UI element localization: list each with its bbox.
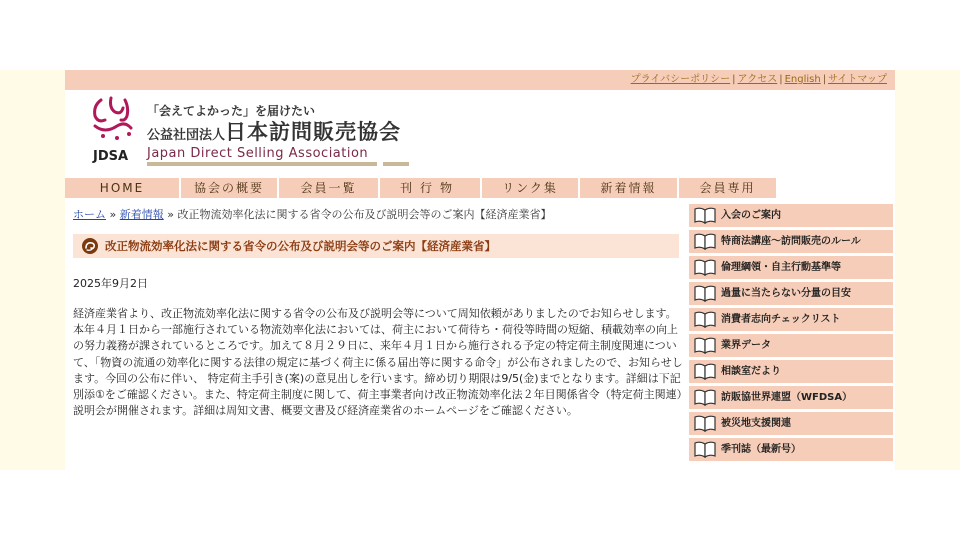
sidebar-item-label: 季刊誌（最新号） bbox=[721, 444, 801, 455]
open-book-icon bbox=[694, 311, 716, 328]
logo-abbreviation: JDSA bbox=[93, 149, 129, 164]
sitemap-link[interactable]: サイトマップ bbox=[828, 74, 887, 85]
sidebar-item-label: 業界データ bbox=[721, 340, 771, 351]
utility-separator: | bbox=[779, 74, 783, 85]
sidebar-item-membership[interactable] bbox=[689, 204, 893, 227]
nav-news[interactable]: 新着情報 bbox=[580, 178, 679, 198]
privacy-policy-link[interactable]: プライバシーポリシー bbox=[630, 74, 731, 85]
utility-separator: | bbox=[732, 74, 736, 85]
breadcrumb-separator: » bbox=[167, 208, 174, 221]
organization-type: 公益社団法人 bbox=[147, 128, 226, 143]
sidebar-item-label: 過量に当たらない分量の目安 bbox=[721, 288, 851, 299]
sidebar-item-label: 被災地支援関連 bbox=[721, 418, 791, 429]
open-book-icon bbox=[694, 259, 716, 276]
open-book-icon bbox=[694, 415, 716, 432]
open-book-icon bbox=[694, 207, 716, 224]
article-title-box bbox=[73, 234, 679, 258]
site-container bbox=[65, 70, 895, 470]
nav-members-only[interactable]: 会員専用 bbox=[679, 178, 778, 198]
article-body bbox=[73, 306, 685, 419]
article-paragraph: 経済産業省より、改正物流効率化法に関する省令の公布及び説明会等について周知依頼がありましたのでお知らせします。 bbox=[73, 307, 677, 320]
logo-underline-decoration bbox=[147, 162, 409, 166]
article-title: 改正物流効率化法に関する省令の公布及び説明会等のご案内【経済産業省】 bbox=[105, 239, 496, 253]
open-book-icon bbox=[694, 285, 716, 302]
breadcrumb bbox=[73, 206, 551, 222]
nav-about[interactable]: 協会の概要 bbox=[181, 178, 279, 198]
breadcrumb-news-link[interactable]: 新着情報 bbox=[119, 208, 164, 221]
sidebar-item-checklist[interactable] bbox=[689, 308, 893, 331]
swirl-icon bbox=[81, 237, 99, 255]
english-link[interactable]: English bbox=[784, 74, 821, 85]
sidebar-item-quarterly[interactable] bbox=[689, 438, 893, 461]
breadcrumb-separator: » bbox=[109, 208, 117, 221]
nav-home[interactable]: HOME bbox=[65, 178, 181, 198]
sidebar-menu bbox=[689, 204, 895, 470]
jdsa-logo-icon[interactable] bbox=[87, 94, 147, 166]
sidebar-item-label: 消費者志向チェックリスト bbox=[721, 314, 841, 325]
sidebar-item-quantity-guide[interactable] bbox=[689, 282, 893, 305]
nav-members[interactable]: 会員一覧 bbox=[279, 178, 380, 198]
organization-name bbox=[147, 116, 401, 146]
logo-wordmark[interactable] bbox=[145, 102, 445, 168]
utility-separator: | bbox=[822, 74, 827, 85]
sidebar-item-wfdsa[interactable] bbox=[689, 386, 893, 409]
sidebar-item-label: 入会のご案内 bbox=[721, 210, 781, 221]
site-header bbox=[65, 90, 895, 178]
main-content bbox=[65, 198, 685, 470]
nav-links[interactable]: リンク集 bbox=[482, 178, 580, 198]
main-navigation bbox=[65, 178, 895, 198]
utility-bar bbox=[65, 70, 895, 90]
sidebar-item-label: 相談室だより bbox=[721, 366, 781, 377]
open-book-icon bbox=[694, 389, 716, 406]
sidebar-item-label: 訪販協世界連盟（WFDSA） bbox=[721, 392, 853, 403]
organization-english-name: Japan Direct Selling Association bbox=[147, 146, 369, 161]
article-date: 2025年9月2日 bbox=[73, 277, 148, 290]
breadcrumb-current: 改正物流効率化法に関する省令の公布及び説明会等のご案内【経済産業省】 bbox=[177, 208, 552, 221]
sidebar-item-consultation[interactable] bbox=[689, 360, 893, 383]
open-book-icon bbox=[694, 363, 716, 380]
access-link[interactable]: アクセス bbox=[737, 74, 778, 85]
open-book-icon bbox=[694, 233, 716, 250]
open-book-icon bbox=[694, 441, 716, 458]
sidebar-item-label: 倫理綱領・自主行動基準等 bbox=[721, 262, 841, 273]
article-paragraph: 本年４月１日から一部施行されている物流効率化法においては、荷主において荷待ち・荷役等時間の短縮、積載効率の向上の努力義務が課されているところです。加えて８月２９日に、来年４月１日から施行される予定の特定荷主制度関連について、「物資の流通の効率化に関する法律の規定に基づく荷主に係る届出等に関する命令」が公布されましたので、お知らせします。今回の公布に伴い、 特定荷主手引き(案)の意見出しを行います。締め切り期限は9/5(金)までとなります。詳細は下記別添①をご確認ください。また、特定荷主制度に関して、荷主事業者向け改正物流効率化法２年目関係省令（特定荷主関連）説明会が開催されます。詳細は周知文書、概要文書及び経済産業省のホームページをご確認ください。 bbox=[73, 323, 683, 418]
organization-title: 日本訪問販売協会 bbox=[225, 120, 402, 144]
sidebar-item-disaster-support[interactable] bbox=[689, 412, 893, 435]
open-book-icon bbox=[694, 337, 716, 354]
site-tagline: 「会えてよかった」を届けたい bbox=[147, 104, 316, 118]
sidebar-item-industry-data[interactable] bbox=[689, 334, 893, 357]
sidebar-item-ethics[interactable] bbox=[689, 256, 893, 279]
breadcrumb-home-link[interactable]: ホーム bbox=[73, 208, 106, 221]
sidebar-item-label: 特商法講座〜訪問販売のルール bbox=[721, 236, 861, 247]
nav-publications[interactable]: 刊行物 bbox=[380, 178, 482, 198]
sidebar-item-law-course[interactable] bbox=[689, 230, 893, 253]
